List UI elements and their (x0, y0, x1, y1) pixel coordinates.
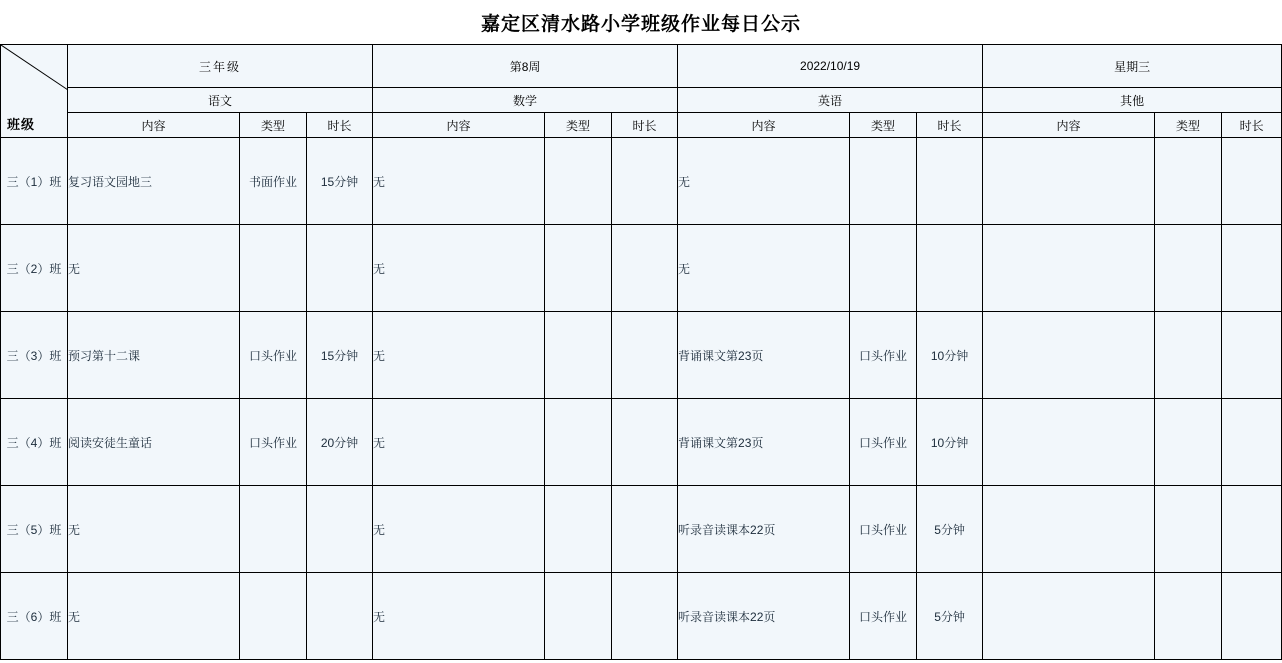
cell-chinese-type: 口头作业 (240, 312, 307, 399)
cell-english-content: 听录音读课本22页 (678, 486, 850, 573)
cell-math-duration (612, 312, 678, 399)
cell-other-type (1155, 312, 1222, 399)
cell-other-type (1155, 225, 1222, 312)
table-row (1, 225, 1282, 312)
header-row-subjects (1, 88, 1282, 113)
cell-other-duration (1222, 312, 1282, 399)
col-chinese-duration: 时长 (307, 113, 373, 138)
subject-other: 其他 (983, 88, 1282, 113)
cell-english-type: 口头作业 (850, 399, 917, 486)
cell-chinese-content: 复习语文园地三 (68, 138, 240, 225)
corner-diagonal-cell (1, 45, 68, 138)
cell-other-content (983, 312, 1155, 399)
header-week: 第8周 (373, 45, 678, 88)
cell-chinese-duration: 20分钟 (307, 399, 373, 486)
cell-math-duration (612, 573, 678, 660)
cell-other-content (983, 225, 1155, 312)
cell-other-duration (1222, 486, 1282, 573)
cell-math-content: 无 (373, 573, 545, 660)
row-class: 三（4）班 (1, 399, 68, 486)
col-math-duration: 时长 (612, 113, 678, 138)
cell-english-content: 无 (678, 225, 850, 312)
cell-other-duration (1222, 225, 1282, 312)
subject-chinese: 语文 (68, 88, 373, 113)
cell-english-content: 无 (678, 138, 850, 225)
cell-other-duration (1222, 399, 1282, 486)
homework-table (0, 44, 1282, 660)
col-other-type: 类型 (1155, 113, 1222, 138)
cell-english-type (850, 225, 917, 312)
cell-english-duration: 5分钟 (917, 486, 983, 573)
cell-other-type (1155, 138, 1222, 225)
cell-math-content: 无 (373, 312, 545, 399)
col-chinese-content: 内容 (68, 113, 240, 138)
cell-other-content (983, 138, 1155, 225)
cell-chinese-duration: 15分钟 (307, 138, 373, 225)
col-other-duration: 时长 (1222, 113, 1282, 138)
cell-chinese-content: 无 (68, 486, 240, 573)
cell-math-type (545, 399, 612, 486)
cell-chinese-duration (307, 486, 373, 573)
header-grade: 三年级 (68, 45, 373, 88)
page-title: 嘉定区清水路小学班级作业每日公示 (0, 0, 1282, 44)
header-date: 2022/10/19 (678, 45, 983, 88)
cell-chinese-content: 无 (68, 573, 240, 660)
cell-chinese-type (240, 573, 307, 660)
cell-other-content (983, 573, 1155, 660)
row-class: 三（5）班 (1, 486, 68, 573)
cell-math-duration (612, 399, 678, 486)
cell-math-type (545, 138, 612, 225)
cell-english-type (850, 138, 917, 225)
cell-chinese-content: 预习第十二课 (68, 312, 240, 399)
table-row (1, 399, 1282, 486)
cell-english-type: 口头作业 (850, 486, 917, 573)
cell-english-type: 口头作业 (850, 312, 917, 399)
cell-chinese-duration (307, 573, 373, 660)
cell-math-content: 无 (373, 486, 545, 573)
header-weekday: 星期三 (983, 45, 1282, 88)
cell-chinese-type (240, 486, 307, 573)
cell-math-type (545, 225, 612, 312)
cell-math-content: 无 (373, 138, 545, 225)
cell-chinese-duration: 15分钟 (307, 312, 373, 399)
col-english-duration: 时长 (917, 113, 983, 138)
cell-math-content: 无 (373, 399, 545, 486)
header-row-columns (1, 113, 1282, 138)
row-class: 三（6）班 (1, 573, 68, 660)
col-chinese-type: 类型 (240, 113, 307, 138)
cell-math-duration (612, 486, 678, 573)
cell-english-content: 听录音读课本22页 (678, 573, 850, 660)
homework-table-body (1, 138, 1282, 660)
cell-english-duration (917, 225, 983, 312)
cell-english-content: 背诵课文第23页 (678, 312, 850, 399)
cell-english-duration (917, 138, 983, 225)
subject-math: 数学 (373, 88, 678, 113)
table-row (1, 486, 1282, 573)
cell-math-type (545, 312, 612, 399)
header-row-top (1, 45, 1282, 88)
cell-other-type (1155, 486, 1222, 573)
cell-chinese-content: 无 (68, 225, 240, 312)
cell-other-content (983, 399, 1155, 486)
cell-math-type (545, 486, 612, 573)
cell-other-content (983, 486, 1155, 573)
cell-other-type (1155, 399, 1222, 486)
col-english-type: 类型 (850, 113, 917, 138)
col-math-type: 类型 (545, 113, 612, 138)
col-english-content: 内容 (678, 113, 850, 138)
cell-english-content: 背诵课文第23页 (678, 399, 850, 486)
cell-chinese-duration (307, 225, 373, 312)
cell-other-type (1155, 573, 1222, 660)
subject-english: 英语 (678, 88, 983, 113)
table-row (1, 138, 1282, 225)
cell-chinese-content: 阅读安徒生童话 (68, 399, 240, 486)
cell-chinese-type: 口头作业 (240, 399, 307, 486)
cell-other-duration (1222, 138, 1282, 225)
cell-english-duration: 10分钟 (917, 312, 983, 399)
cell-math-type (545, 573, 612, 660)
cell-math-content: 无 (373, 225, 545, 312)
cell-math-duration (612, 138, 678, 225)
cell-chinese-type (240, 225, 307, 312)
row-class: 三（1）班 (1, 138, 68, 225)
cell-other-duration (1222, 573, 1282, 660)
table-row (1, 573, 1282, 660)
table-row (1, 312, 1282, 399)
corner-class-label: 班级 (7, 117, 36, 132)
col-math-content: 内容 (373, 113, 545, 138)
col-other-content: 内容 (983, 113, 1155, 138)
row-class: 三（3）班 (1, 312, 68, 399)
cell-english-duration: 10分钟 (917, 399, 983, 486)
cell-math-duration (612, 225, 678, 312)
cell-english-duration: 5分钟 (917, 573, 983, 660)
cell-chinese-type: 书面作业 (240, 138, 307, 225)
row-class: 三（2）班 (1, 225, 68, 312)
cell-english-type: 口头作业 (850, 573, 917, 660)
